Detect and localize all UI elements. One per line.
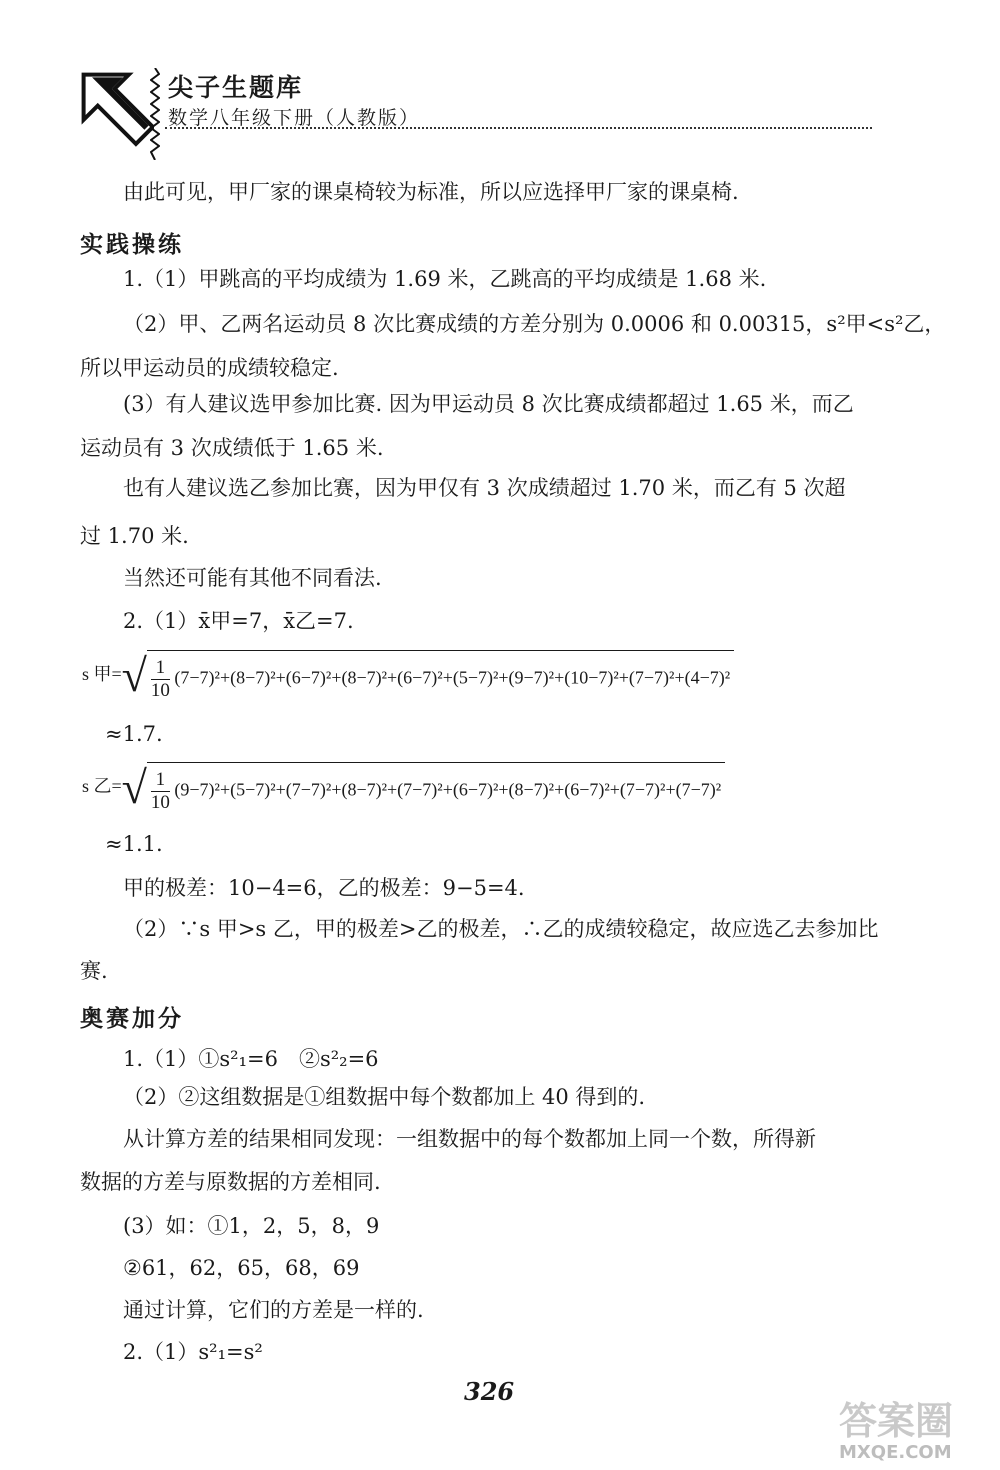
formula-variance-a: [82, 650, 734, 702]
header-dotted-rule: [165, 127, 872, 129]
sqrt-icon: √: [121, 762, 147, 813]
watermark-top-text: 答案圈: [839, 1399, 954, 1443]
olympiad-line: (3）如：①1，2，5，8，9: [123, 1214, 380, 1238]
formula-radicand: (7−7)²+(8−7)²+(6−7)²+(8−7)²+(6−7)²+(5−7)²+(9−7)²+(10−7)²+(7−7)²+(4−7)²: [174, 667, 731, 688]
olympiad-line: 通过计算，它们的方差是一样的.: [123, 1298, 424, 1322]
watermark-logo: [835, 1392, 995, 1464]
practice-line: 当然还可能有其他不同看法.: [123, 566, 382, 590]
formula-variance-b: [82, 762, 725, 814]
book-subtitle: 数学八年级下册（人教版）: [168, 107, 421, 129]
fraction-numerator: 1: [151, 769, 170, 792]
practice-line: （2）甲、乙两名运动员 8 次比赛成绩的方差分别为 0.0006 和 0.00315，s²甲<s²乙，: [123, 312, 946, 336]
practice-line: 过 1.70 米.: [80, 524, 189, 548]
formula-approx: ≈1.7.: [105, 722, 163, 746]
section-title-olympiad: 奥赛加分: [80, 1006, 184, 1032]
olympiad-line: 从计算方差的结果相同发现：一组数据中的每个数都加上同一个数，所得新: [123, 1127, 816, 1151]
formula-approx: ≈1.1.: [105, 832, 163, 856]
olympiad-line: 数据的方差与原数据的方差相同.: [80, 1170, 381, 1194]
practice-line: (3）有人建议选甲参加比赛. 因为甲运动员 8 次比赛成绩都超过 1.65 米，而乙: [123, 392, 854, 416]
olympiad-line: ②61，62，65，68，69: [123, 1256, 360, 1280]
fraction: [151, 657, 170, 702]
practice-line: 赛.: [80, 959, 108, 983]
formula-lhs: s 乙=: [82, 776, 122, 797]
formula-lhs: s 甲=: [82, 664, 122, 685]
practice-line: 也有人建议选乙参加比赛，因为甲仅有 3 次成绩超过 1.70 米，而乙有 5 次超: [123, 476, 846, 500]
watermark-bottom-text: MXQE.COM: [839, 1442, 952, 1463]
page-number: 326: [464, 1377, 515, 1406]
practice-line: 运动员有 3 次成绩低于 1.65 米.: [80, 436, 384, 460]
practice-line: 2.（1）x̄甲=7，x̄乙=7.: [123, 609, 354, 633]
practice-line: （2）∵s 甲>s 乙，甲的极差>乙的极差，∴乙的成绩较稳定，故应选乙去参加比: [123, 917, 879, 941]
arrow-logo-icon: [74, 60, 154, 150]
formula-radicand: (9−7)²+(5−7)²+(7−7)²+(8−7)²+(7−7)²+(6−7)²+(8−7)²+(6−7)²+(7−7)²+(7−7)²: [174, 779, 722, 800]
practice-line: 1.（1）甲跳高的平均成绩为 1.69 米，乙跳高的平均成绩是 1.68 米.: [123, 267, 767, 291]
header-zigzag-divider: [150, 68, 160, 160]
sqrt-icon: √: [121, 650, 147, 701]
intro-line: 由此可见，甲厂家的课桌椅较为标准，所以应选择甲厂家的课桌椅.: [123, 180, 739, 204]
olympiad-line: 2.（1）s²₁=s²: [123, 1340, 263, 1364]
formula-radicand-box: [147, 762, 725, 814]
fraction-denominator: 10: [150, 680, 170, 701]
book-brand-title: 尖子生题库: [168, 73, 304, 102]
section-title-practice: 实践操练: [80, 232, 184, 258]
formula-radicand-box: [147, 650, 734, 702]
practice-line: 所以甲运动员的成绩较稳定.: [80, 356, 339, 380]
fraction-numerator: 1: [151, 657, 170, 680]
olympiad-line: （2）②这组数据是①组数据中每个数都加上 40 得到的.: [123, 1085, 646, 1109]
fraction-denominator: 10: [150, 792, 170, 813]
practice-line: 甲的极差：10−4=6，乙的极差：9−5=4.: [123, 876, 525, 900]
fraction: [151, 769, 170, 814]
olympiad-line: 1.（1）①s²₁=6 ②s²₂=6: [123, 1047, 379, 1071]
